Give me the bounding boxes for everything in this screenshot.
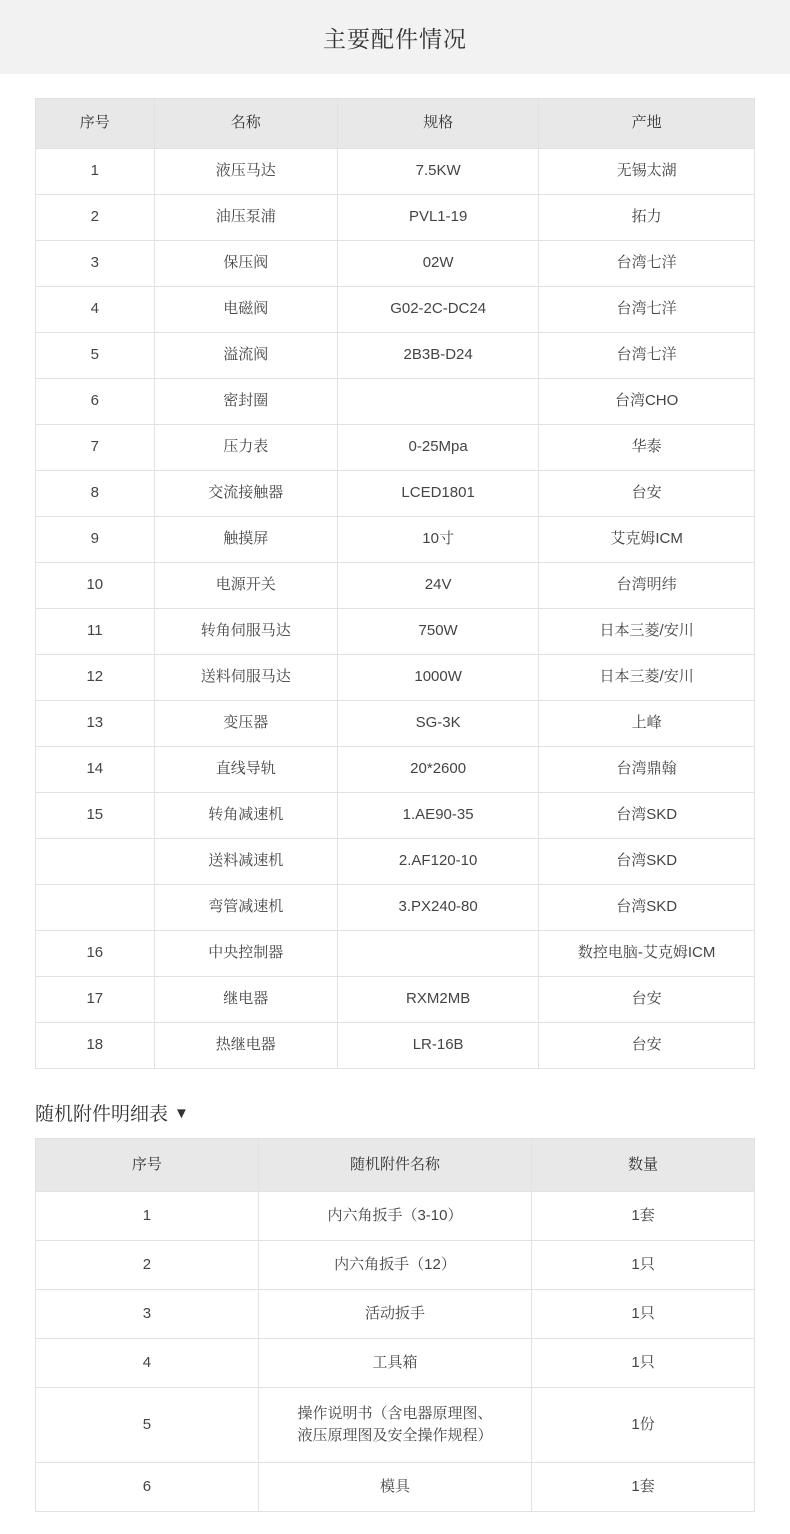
cell-spec — [337, 379, 538, 425]
table-header-row — [36, 99, 755, 149]
cell-index: 4 — [36, 287, 155, 333]
cell-accessory-name: 工具箱 — [258, 1339, 531, 1388]
cell-origin: 台安 — [539, 1023, 755, 1069]
cell-name: 交流接触器 — [154, 471, 337, 517]
cell-spec: SG-3K — [337, 701, 538, 747]
main-spec-table — [35, 98, 755, 1069]
cell-spec: LCED1801 — [337, 471, 538, 517]
cell-index: 6 — [36, 1463, 259, 1512]
cell-name: 触摸屏 — [154, 517, 337, 563]
main-table-body — [36, 149, 755, 1069]
cell-quantity: 1只 — [532, 1339, 755, 1388]
accessory-table — [35, 1138, 755, 1512]
cell-name: 变压器 — [154, 701, 337, 747]
cell-name: 压力表 — [154, 425, 337, 471]
cell-index: 3 — [36, 1290, 259, 1339]
cell-name: 液压马达 — [154, 149, 337, 195]
accessory-name-line-2: 液压原理图及安全操作规程） — [297, 1427, 493, 1444]
cell-origin: 日本三菱/安川 — [539, 655, 755, 701]
cell-origin: 台安 — [539, 471, 755, 517]
cell-index: 2 — [36, 1241, 259, 1290]
cell-index: 13 — [36, 701, 155, 747]
accessory-table-wrap — [0, 1138, 790, 1512]
table-row — [36, 931, 755, 977]
cell-name: 转角减速机 — [154, 793, 337, 839]
table-row — [36, 241, 755, 287]
column-header-spec: 规格 — [337, 99, 538, 149]
cell-origin: 华泰 — [539, 425, 755, 471]
cell-index: 8 — [36, 471, 155, 517]
cell-quantity: 1套 — [532, 1463, 755, 1512]
cell-index: 9 — [36, 517, 155, 563]
cell-accessory-name: 模具 — [258, 1463, 531, 1512]
cell-name: 电源开关 — [154, 563, 337, 609]
cell-name: 弯管减速机 — [154, 885, 337, 931]
cell-quantity: 1份 — [532, 1388, 755, 1463]
cell-name: 电磁阀 — [154, 287, 337, 333]
table-row — [36, 1241, 755, 1290]
cell-spec: PVL1-19 — [337, 195, 538, 241]
table-row — [36, 425, 755, 471]
table-row — [36, 1339, 755, 1388]
cell-name: 保压阀 — [154, 241, 337, 287]
cell-spec: 0-25Mpa — [337, 425, 538, 471]
cell-accessory-name: 内六角扳手（3-10） — [258, 1192, 531, 1241]
page-header — [0, 0, 790, 74]
cell-name: 送料减速机 — [154, 839, 337, 885]
cell-index: 16 — [36, 931, 155, 977]
cell-index: 1 — [36, 1192, 259, 1241]
cell-index: 2 — [36, 195, 155, 241]
cell-index: 3 — [36, 241, 155, 287]
table-row — [36, 1023, 755, 1069]
cell-accessory-name: 活动扳手 — [258, 1290, 531, 1339]
table-row — [36, 1192, 755, 1241]
cell-origin: 上峰 — [539, 701, 755, 747]
main-table-wrap — [0, 74, 790, 1069]
cell-name: 油压泵浦 — [154, 195, 337, 241]
cell-quantity: 1只 — [532, 1241, 755, 1290]
table-row — [36, 471, 755, 517]
cell-index — [36, 885, 155, 931]
cell-spec: 1000W — [337, 655, 538, 701]
cell-name: 密封圈 — [154, 379, 337, 425]
table-row — [36, 1463, 755, 1512]
accessory-table-header — [36, 1139, 755, 1192]
cell-quantity: 1只 — [532, 1290, 755, 1339]
cell-accessory-name: 内六角扳手（12） — [258, 1241, 531, 1290]
cell-index — [36, 839, 155, 885]
cell-index: 5 — [36, 333, 155, 379]
cell-origin: 台湾七洋 — [539, 241, 755, 287]
cell-index: 5 — [36, 1388, 259, 1463]
cell-origin: 台湾明纬 — [539, 563, 755, 609]
table-row — [36, 563, 755, 609]
column-header-index: 序号 — [36, 1139, 259, 1192]
cell-spec: LR-16B — [337, 1023, 538, 1069]
accessory-table-body — [36, 1192, 755, 1512]
table-row — [36, 885, 755, 931]
column-header-index: 序号 — [36, 99, 155, 149]
cell-origin: 日本三菱/安川 — [539, 609, 755, 655]
table-row — [36, 379, 755, 425]
cell-origin: 台湾鼎翰 — [539, 747, 755, 793]
cell-origin: 台湾七洋 — [539, 333, 755, 379]
page-title: 主要配件情况 — [323, 25, 467, 52]
cell-spec: RXM2MB — [337, 977, 538, 1023]
cell-spec: G02-2C-DC24 — [337, 287, 538, 333]
cell-name: 热继电器 — [154, 1023, 337, 1069]
cell-origin: 拓力 — [539, 195, 755, 241]
table-row — [36, 1388, 755, 1463]
accessory-section-label: 随机附件明细表 — [35, 1104, 169, 1125]
cell-name: 溢流阀 — [154, 333, 337, 379]
cell-index: 7 — [36, 425, 155, 471]
cell-index: 12 — [36, 655, 155, 701]
table-row — [36, 655, 755, 701]
column-header-origin: 产地 — [539, 99, 755, 149]
bottom-spacer — [0, 1512, 790, 1534]
accessory-section-title — [0, 1069, 790, 1138]
cell-spec: 7.5KW — [337, 149, 538, 195]
cell-spec: 3.PX240-80 — [337, 885, 538, 931]
table-row — [36, 517, 755, 563]
cell-spec: 24V — [337, 563, 538, 609]
cell-quantity: 1套 — [532, 1192, 755, 1241]
cell-name: 中央控制器 — [154, 931, 337, 977]
table-row — [36, 195, 755, 241]
cell-name: 转角伺服马达 — [154, 609, 337, 655]
table-row — [36, 793, 755, 839]
cell-origin: 台湾CHO — [539, 379, 755, 425]
main-table-header — [36, 99, 755, 149]
table-header-row — [36, 1139, 755, 1192]
cell-index: 11 — [36, 609, 155, 655]
table-row — [36, 149, 755, 195]
cell-origin: 台湾SKD — [539, 839, 755, 885]
cell-spec: 02W — [337, 241, 538, 287]
cell-spec: 1.AE90-35 — [337, 793, 538, 839]
cell-index: 14 — [36, 747, 155, 793]
cell-index: 10 — [36, 563, 155, 609]
cell-origin: 数控电脑-艾克姆ICM — [539, 931, 755, 977]
cell-spec — [337, 931, 538, 977]
column-header-name: 名称 — [154, 99, 337, 149]
table-row — [36, 747, 755, 793]
column-header-quantity: 数量 — [532, 1139, 755, 1192]
table-row — [36, 1290, 755, 1339]
cell-index: 17 — [36, 977, 155, 1023]
table-row — [36, 287, 755, 333]
cell-name: 送料伺服马达 — [154, 655, 337, 701]
cell-origin: 艾克姆ICM — [539, 517, 755, 563]
table-row — [36, 839, 755, 885]
cell-accessory-name — [258, 1388, 531, 1463]
cell-index: 1 — [36, 149, 155, 195]
cell-spec: 20*2600 — [337, 747, 538, 793]
cell-origin: 无锡太湖 — [539, 149, 755, 195]
cell-origin: 台湾七洋 — [539, 287, 755, 333]
cell-index: 15 — [36, 793, 155, 839]
cell-name: 直线导轨 — [154, 747, 337, 793]
cell-index: 6 — [36, 379, 155, 425]
cell-spec: 2.AF120-10 — [337, 839, 538, 885]
cell-name: 继电器 — [154, 977, 337, 1023]
column-header-accessory-name: 随机附件名称 — [258, 1139, 531, 1192]
cell-index: 18 — [36, 1023, 155, 1069]
cell-spec: 10寸 — [337, 517, 538, 563]
accessory-name-line-1: 操作说明书（含电器原理图、 — [297, 1405, 493, 1423]
table-row — [36, 609, 755, 655]
triangle-down-icon: ▼ — [174, 1105, 189, 1122]
table-row — [36, 333, 755, 379]
table-row — [36, 977, 755, 1023]
cell-origin: 台安 — [539, 977, 755, 1023]
cell-origin: 台湾SKD — [539, 793, 755, 839]
cell-index: 4 — [36, 1339, 259, 1388]
table-row — [36, 701, 755, 747]
cell-spec: 2B3B-D24 — [337, 333, 538, 379]
cell-origin: 台湾SKD — [539, 885, 755, 931]
cell-spec: 750W — [337, 609, 538, 655]
